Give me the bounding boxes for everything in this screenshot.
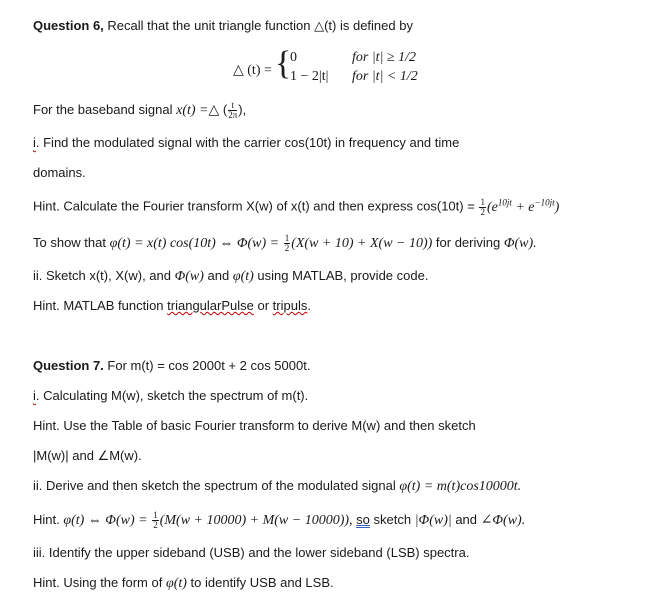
q7-heading: Question 7. For m(t) = cos 2000t + 2 cos 5000t. [33, 358, 311, 373]
q7-title: Question 7. [33, 358, 104, 373]
q7-hint2: Hint. φ(t) ⇔ Φ(w) = $\frac{1}{2}$ (M(w + 10000) + M(w − 10000)), so sketch |Φ(w)| and ∠Φ(w). [33, 510, 526, 530]
case-brace: { [275, 45, 292, 82]
q7-part-ii: ii. Derive and then sketch the spectrum of the modulated signal φ(t) = m(t)cos10000t. [33, 478, 522, 494]
q7-part-iii: iii. Identify the upper sideband (USB) and the lower sideband (LSB) spectra. [33, 545, 470, 560]
q6-part-i: i. Find the modulated signal with the carrier cos(10t) in frequency and time [33, 135, 460, 150]
baseband-line: For the baseband signal x(t) =△ ( $\frac{t}{2\pi}$ ), [33, 100, 247, 120]
q7-hint1: Hint. Use the Table of basic Fourier transform to derive M(w) and then sketch [33, 418, 476, 433]
q7-hint1-cont: |M(w)| and ∠M(w). [33, 448, 142, 463]
q6-hint2: Hint. MATLAB function triangularPulse or tripuls. [33, 298, 311, 313]
q6-part-ii: ii. Sketch x(t), X(w), and Φ(w) and φ(t) using MATLAB, provide code. [33, 268, 429, 284]
q7-hint3: Hint. Using the form of φ(t) to identify USB and LSB. [33, 575, 334, 591]
q7-part-i: i. Calculating M(w), sketch the spectrum of m(t). [33, 388, 309, 403]
q6-heading: Question 6, Recall that the unit triangle function △(t) is defined by [33, 18, 413, 33]
q6-title: Question 6, [33, 18, 104, 33]
q6-hint1: Hint. Calculate the Fourier transform X(w) of x(t) and then express cos(10t) = $\frac{1}{2}$ $(e^{10jt} + e^{-10jt})$ [33, 196, 560, 217]
q6-part-i-cont: domains. [33, 165, 86, 180]
q6-show-line: To show that φ(t) = x(t) cos(10t) ⇔ Φ(w) = $\frac{1}{2}$ (X(w + 10) + X(w − 10)) for deriving Φ(w). [33, 233, 537, 253]
triangle-symbol: △ [314, 18, 325, 33]
